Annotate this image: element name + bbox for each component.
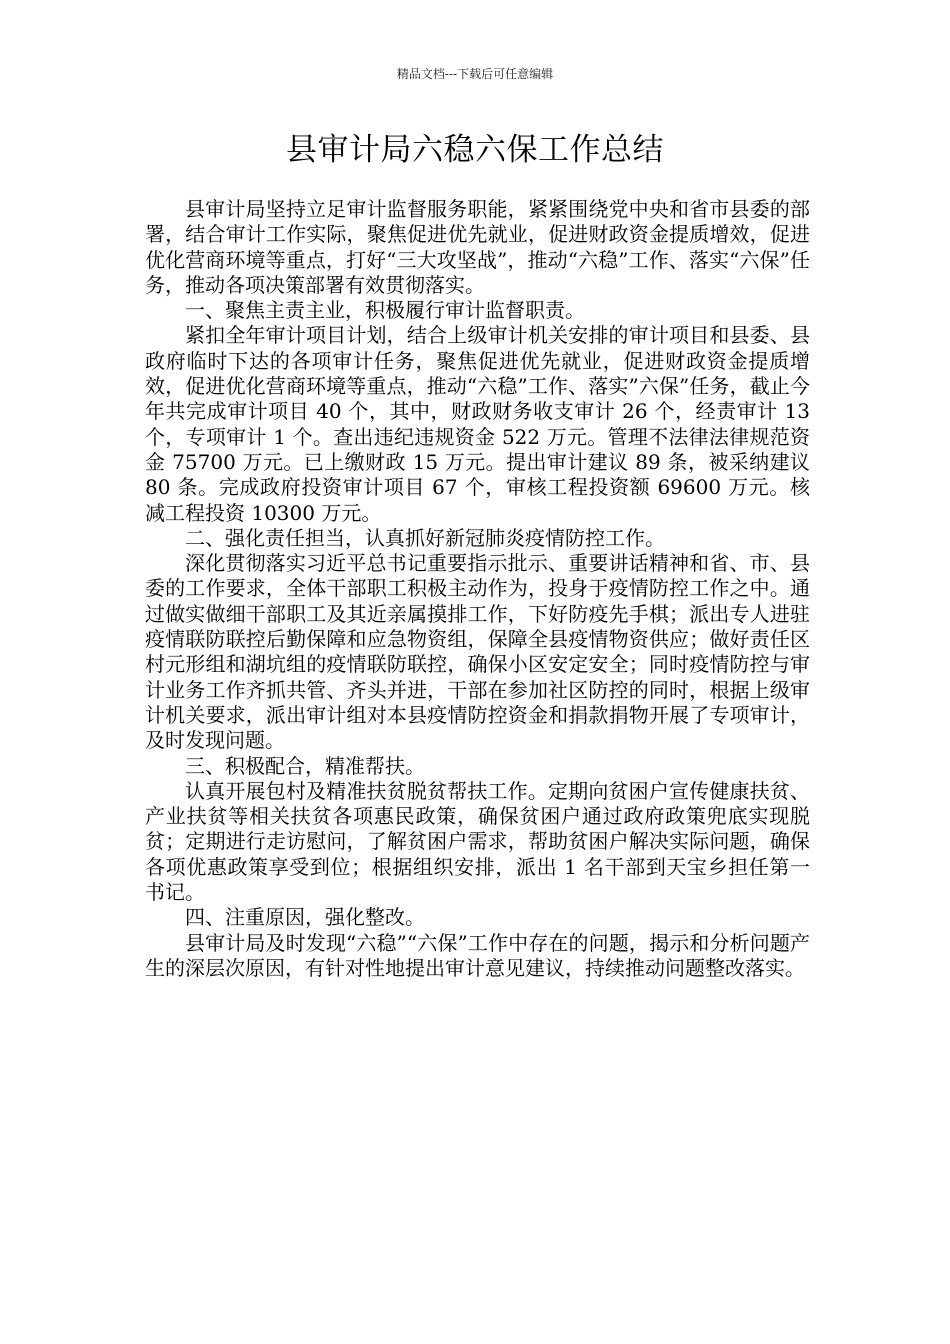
section-paragraph-1: 紧扣全年审计项目计划，结合上级审计机关安排的审计项目和县委、县政府临时下达的各项审计任务，聚焦促进优先就业，促进财政资金提质增效，促进优化营商环境等重点，推动“六稳”工作、落实”六保”任务，截止今年共完成审计项目 40 个，其中，财政财务收支审计 26 个，经责审计 13 个，专项审计 1 个。查出违纪违规资金 522 万元。管理不法律法律规范资金 75700 万元。已上缴财政 15 万元。提出审计建议 89 条，被采纳建议 80 条。完成政府投资审计项目 67 个，审核工程投资额 69600 万元。核减工程投资 10300 万元。 (145, 323, 810, 525)
section-paragraph-3: 认真开展包村及精准扶贫脱贫帮扶工作。定期向贫困户宣传健康扶贫、产业扶贫等相关扶贫各项惠民政策，确保贫困户通过政府政策兜底实现脱贫；定期进行走访慰问，了解贫困户需求，帮助贫困户解决实际问题，确保各项优惠政策享受到位；根据组织安排，派出 1 名干部到天宝乡担任第一书记。 (145, 778, 810, 905)
document-title: 县审计局六稳六保工作总结 (286, 132, 664, 168)
section-heading-1: 一、聚焦主责主业，积极履行审计监督职责。 (185, 298, 585, 323)
section-heading-2: 二、强化责任担当，认真抓好新冠肺炎疫情防控工作。 (185, 525, 665, 550)
document-body (145, 197, 810, 981)
section-heading-3: 三、积极配合，精准帮扶。 (185, 753, 425, 778)
page-header: 精品文档---下载后可任意编辑 (396, 67, 554, 81)
intro-paragraph: 县审计局坚持立足审计监督服务职能，紧紧围绕党中央和省市县委的部署，结合审计工作实际，聚焦促进优先就业，促进财政资金提质增效，促进优化营商环境等重点，打好“三大攻坚战”，推动“六稳”工作、落实“六保”任务，推动各项决策部署有效贯彻落实。 (145, 197, 810, 297)
section-paragraph-4: 县审计局及时发现“六稳”“六保”工作中存在的问题，揭示和分析问题产生的深层次原因，有针对性地提出审计意见建议，持续推动问题整改落实。 (145, 930, 810, 980)
section-heading-4: 四、注重原因，强化整改。 (185, 905, 425, 930)
section-paragraph-2: 深化贯彻落实习近平总书记重要指示批示、重要讲话精神和省、市、县委的工作要求，全体干部职工积极主动作为，投身于疫情防控工作之中。通过做实做细干部职工及其近亲属摸排工作，下好防疫先手棋；派出专人进驻疫情联防联控后勤保障和应急物资组，保障全县疫情物资供应；做好责任区村元形组和湖坑组的疫情联防联控，确保小区安定安全；同时疫情防控与审计业务工作齐抓共管、齐头并进，干部在参加社区防控的同时，根据上级审计机关要求，派出审计组对本县疫情防控资金和捐款捐物开展了专项审计，及时发现问题。 (145, 551, 810, 753)
